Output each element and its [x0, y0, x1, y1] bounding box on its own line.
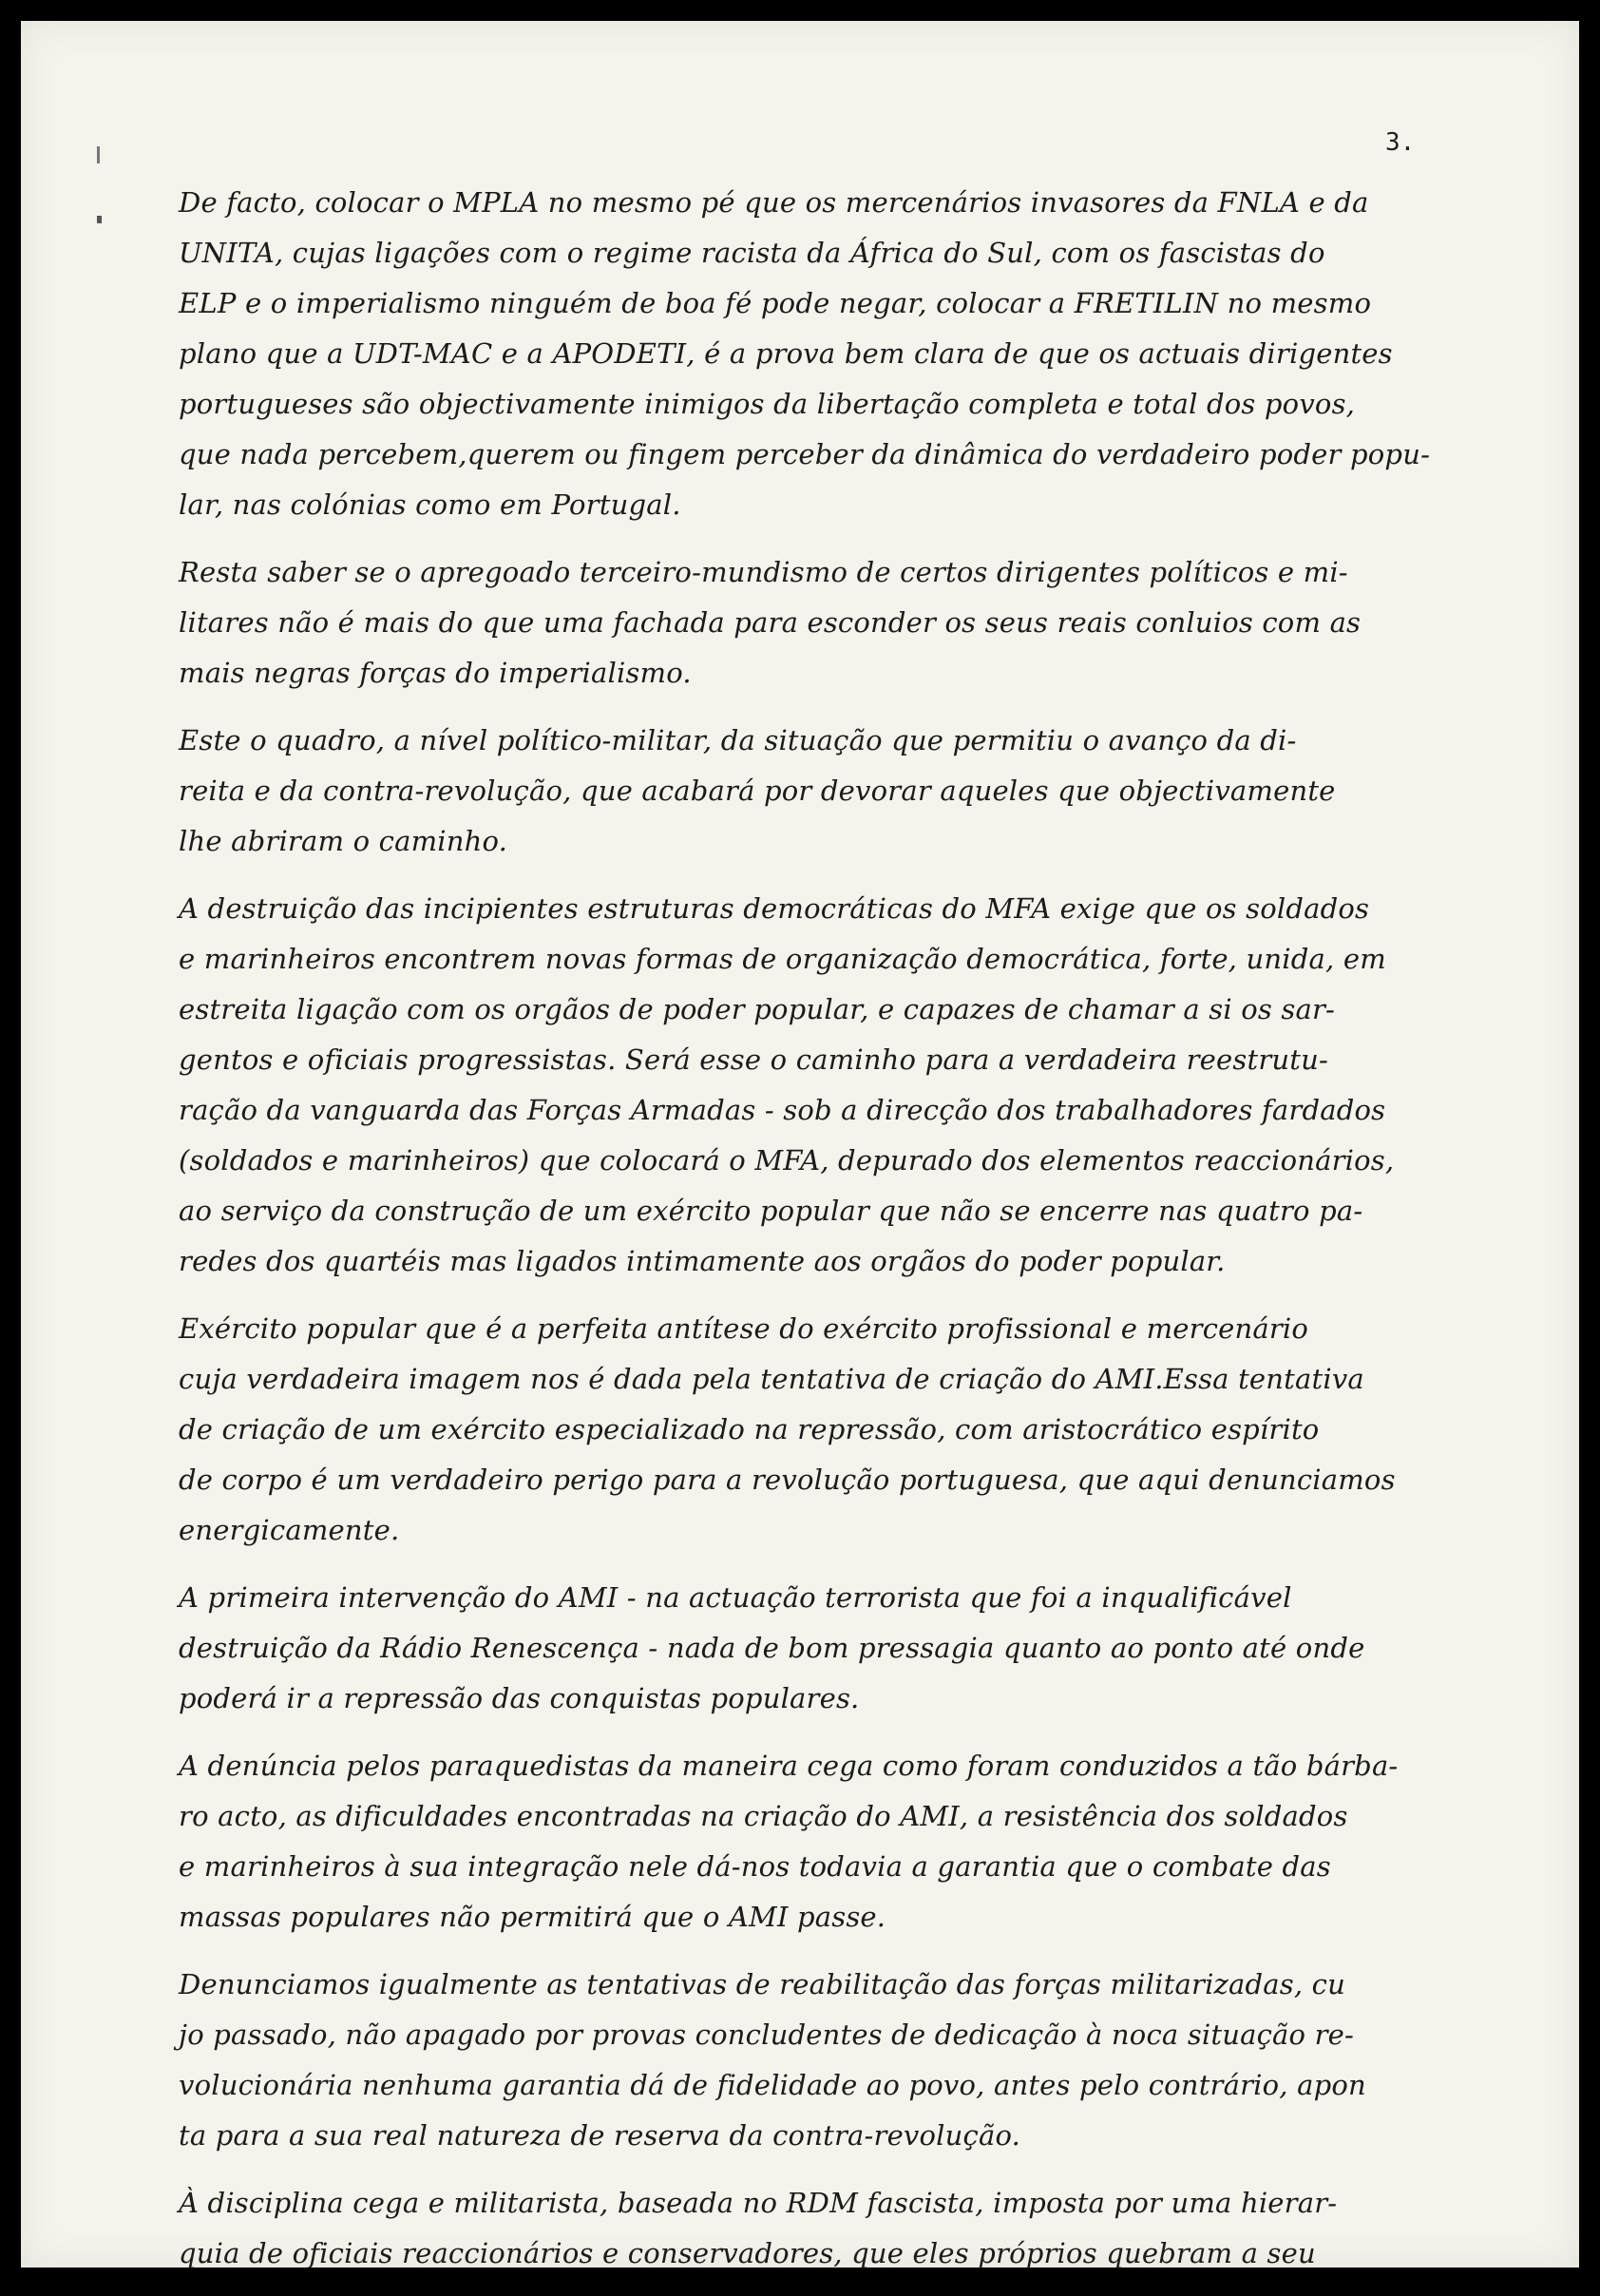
text-line: energicamente.	[179, 1514, 400, 1546]
text-line: poderá ir a repressão das conquistas populares.	[179, 1682, 860, 1714]
text-line: lhe abriram o caminho.	[179, 825, 508, 857]
text-line: plano que a UDT-MAC e a APODETI, é a prova bem clara de que os actuais dirigentes	[179, 337, 1393, 370]
text-line: estreita ligação com os orgãos de poder popular, e capazes de chamar a si os sar-	[179, 993, 1336, 1025]
paragraph	[179, 1304, 1528, 1556]
paragraph	[179, 716, 1528, 867]
text-line: De facto, colocar o MPLA no mesmo pé que os mercenários invasores da FNLA e da	[179, 186, 1369, 219]
paragraph	[179, 884, 1528, 1287]
text-line: Exército popular que é a perfeita antítese do exército profissional e mercenário	[179, 1312, 1309, 1345]
text-line: litares não é mais do que uma fachada para esconder os seus reais conluios com as	[179, 606, 1362, 639]
text-line: cuja verdadeira imagem nos é dada pela tentativa de criação do AMI.Essa tentativa	[179, 1363, 1364, 1395]
text-line: mais negras forças do imperialismo.	[179, 657, 692, 689]
paragraph	[179, 1741, 1528, 1942]
text-line: (soldados e marinheiros) que colocará o MFA, depurado dos elementos reaccionários,	[179, 1144, 1395, 1177]
text-line: ração da vanguarda das Forças Armadas - sob a direcção dos trabalhadores fardados	[179, 1094, 1386, 1126]
text-line: e marinheiros à sua integração nele dá-nos todavia a garantia que o combate das	[179, 1850, 1331, 1883]
text-line: redes dos quartéis mas ligados intimamente aos orgãos do poder popular.	[179, 1245, 1226, 1277]
text-line: A primeira intervenção do AMI - na actuação terrorista que foi a inqualificável	[179, 1581, 1292, 1614]
text-line: ro acto, as dificuldades encontradas na criação do AMI, a resistência dos soldados	[179, 1800, 1348, 1832]
text-line: de criação de um exército especializado na repressão, com aristocrático espírito	[179, 1413, 1320, 1445]
text-line: que nada percebem,querem ou fingem perceber da dinâmica do verdadeiro poder popu-	[179, 438, 1431, 470]
text-line: Resta saber se o apregoado terceiro-mundismo de certos dirigentes políticos e mi-	[179, 556, 1348, 588]
text-line: e marinheiros encontrem novas formas de organização democrática, forte, unida, em	[179, 943, 1386, 975]
staple-mark	[97, 216, 102, 223]
document-page	[21, 21, 1579, 2267]
page-number: 3.	[1385, 128, 1416, 157]
paragraph	[179, 178, 1528, 530]
paragraph	[179, 1573, 1528, 1724]
paragraph	[179, 547, 1528, 698]
text-line: jo passado, não apagado por provas concludentes de dedicação à noca situação re-	[179, 2019, 1355, 2051]
text-line: À disciplina cega e militarista, baseada no RDM fascista, imposta por uma hierar-	[179, 2187, 1338, 2219]
paragraph	[179, 2178, 1528, 2279]
text-line: A denúncia pelos paraquedistas da maneira cega como foram conduzidos a tão bárba-	[179, 1750, 1399, 1782]
text-line: Denunciamos igualmente as tentativas de reabilitação das forças militarizadas, cu	[179, 1968, 1345, 2000]
text-line: volucionária nenhuma garantia dá de fidelidade ao povo, antes pelo contrário, apon	[179, 2069, 1366, 2101]
text-line: Este o quadro, a nível político-militar, da situação que permitiu o avanço da di-	[179, 724, 1297, 756]
body-text	[179, 178, 1528, 2296]
text-line: gentos e oficiais progressistas. Será esse o caminho para a verdadeira reestrutu-	[179, 1043, 1328, 1076]
text-line: portugueses são objectivamente inimigos da libertação completa e total dos povos,	[179, 388, 1356, 420]
text-line: lar, nas colónias como em Portugal.	[179, 488, 681, 521]
text-line: ao serviço da construção de um exército popular que não se encerre nas quatro pa-	[179, 1195, 1363, 1227]
text-line: ELP e o imperialismo ninguém de boa fé pode negar, colocar a FRETILIN no mesmo	[179, 287, 1372, 319]
text-line: de corpo é um verdadeiro perigo para a revolução portuguesa, que aqui denunciamos	[179, 1464, 1396, 1496]
text-line: destruição da Rádio Renescença - nada de bom pressagia quanto ao ponto até onde	[179, 1632, 1365, 1664]
text-line: reita e da contra-revolução, que acabará por devorar aqueles que objectivamente	[179, 775, 1336, 807]
text-line: UNITA, cujas ligações com o regime racista da África do Sul, com os fascistas do	[179, 237, 1325, 269]
staple-mark	[97, 146, 100, 163]
text-line: ta para a sua real natureza de reserva da contra-revolução.	[179, 2119, 1021, 2152]
paragraph	[179, 1960, 1528, 2161]
text-line: A destruição das incipientes estruturas democráticas do MFA exige que os soldados	[179, 892, 1370, 925]
text-line: massas populares não permitirá que o AMI passe.	[179, 1901, 886, 1933]
text-line: quia de oficiais reaccionários e conservadores, que eles próprios quebram a seu	[179, 2237, 1316, 2269]
